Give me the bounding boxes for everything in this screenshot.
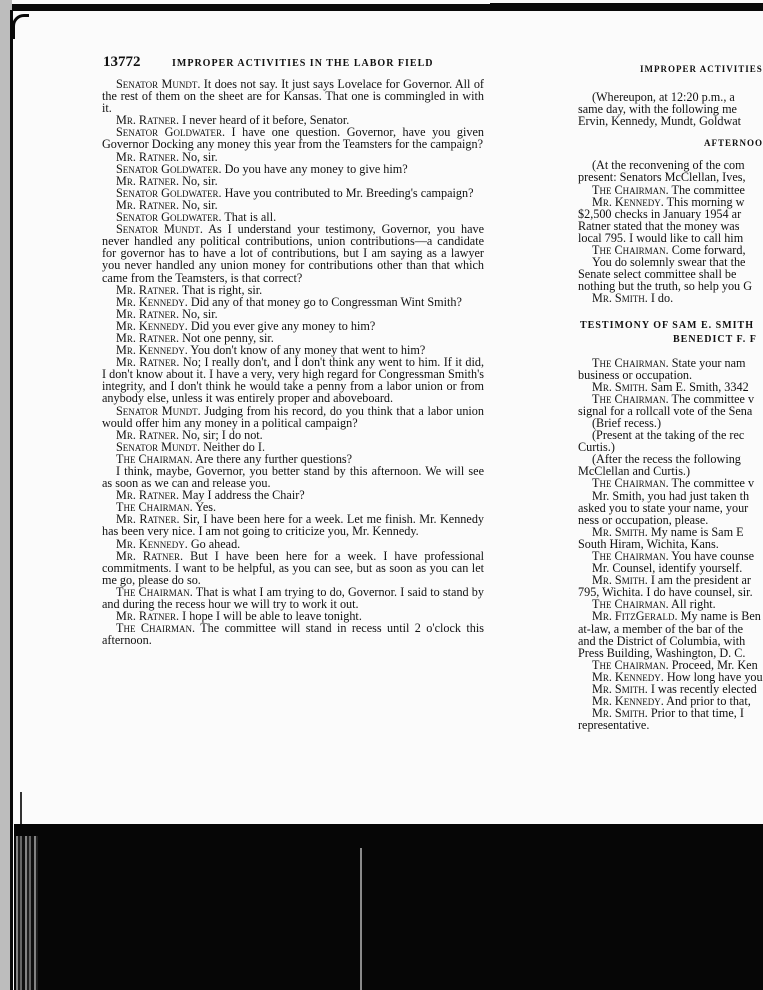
speaker-name: Mr. Smith. (592, 682, 648, 697)
speech-text: No; I really don't, and I don't think any went to him. If it did, I don't know about it. I have a very, very high regard for Congressman Smith's integrity, and I don't think he would take a penny from a labor union or from anybody else, unless it was entirely proper and aboveboard. (102, 355, 485, 406)
scan-bottom-streak (16, 836, 38, 990)
speech-text: Come forward, (668, 243, 746, 258)
speech-text: I think, maybe, Governor, you better stand by this afternoon. We will see as soon as we can and release you. (102, 464, 484, 491)
speaker-name: The Chairman. (116, 500, 193, 515)
speaker-name: The Chairman. (592, 391, 669, 406)
speech-text: That is all. (221, 210, 277, 225)
right-running-head: IMPROPER ACTIVITIES (640, 64, 763, 74)
speech-text: Did you ever give any money to him? (187, 318, 376, 333)
speaker-name: Mr. Ratner. (116, 609, 180, 624)
speech-text: Judging from his record, do you think that a labor union would offer him any money in a political campaign? (102, 403, 484, 430)
transcript-paragraph (102, 78, 484, 114)
transcript-paragraph (102, 550, 484, 586)
speech-text: Have you contributed to Mr. Breeding's campaign? (221, 185, 474, 200)
speech-text: That is what I am trying to do, Governor. I said to stand by and during the recess hour we will try to work it out. (102, 584, 484, 612)
speech-text: (Brief recess.) (592, 415, 662, 430)
speech-text: representative. (578, 718, 650, 733)
testimony-heading-line1: TESTIMONY OF SAM E. SMITH (580, 319, 754, 331)
right-column (578, 91, 763, 731)
speech-text: McClellan and Curtis.) (578, 464, 691, 479)
speaker-name: Mr. Smith. (592, 706, 648, 721)
speech-text: Are there any further questions? (192, 451, 353, 466)
scan-top-margin (0, 0, 490, 4)
speaker-name: Mr. Ratner. (116, 512, 180, 527)
speaker-name: Mr. Ratner. (116, 306, 180, 321)
speech-text: Not one penny, sir. (179, 330, 274, 345)
speech-text: nothing but the truth, so help you G (578, 279, 752, 294)
speech-text: I hope I will be able to leave tonight. (179, 609, 362, 624)
transcript-paragraph (102, 126, 484, 150)
speech-text: Ratner stated that the money was (578, 218, 740, 233)
speech-text: No, sir. (179, 197, 218, 212)
left-running-head: IMPROPER ACTIVITIES IN THE LABOR FIELD (172, 58, 434, 69)
left-column (102, 78, 484, 646)
speech-text: Press Building, Washington, D. C. (578, 645, 746, 660)
speech-text: No, sir. (179, 173, 218, 188)
speaker-name: Senator Mundt. (116, 77, 201, 91)
page-number: 13772 (103, 54, 141, 70)
speech-text: 795, Wichita. I do have counsel, sir. (578, 585, 753, 600)
speaker-name: The Chairman. (592, 476, 669, 491)
speech-text: Mr. Smith, you had just taken th (592, 488, 750, 503)
speech-text: Do you have any money to give him? (221, 161, 408, 176)
speaker-name: Mr. Kennedy. (116, 294, 188, 309)
speech-text: All right. (668, 597, 716, 612)
speech-text: and the District of Columbia, with (578, 633, 746, 648)
speech-text: Sir, I have been here for a week. Let me finish. Mr. Kennedy has been very nice. I am not going to criticize you, Mr. Kennedy. (102, 512, 485, 539)
speech-text: It does not say. It just says Lovelace for Governor. All of the rest of them on the sheet are for Kansas. That one is commingled in with it. (102, 77, 484, 116)
speech-text: I never heard of it before, Senator. (179, 113, 350, 128)
speaker-name: Senator Goldwater. (116, 185, 222, 200)
speaker-name: Mr. Smith. (592, 291, 648, 306)
speech-text: This morning w (663, 194, 745, 209)
speech-text: The committee will stand in recess until 2 o'clock this afternoon. (102, 621, 484, 648)
transcript-paragraph (102, 513, 484, 537)
speaker-name: The Chairman. (592, 182, 669, 197)
speech-text: You do solemnly swear that the (592, 255, 746, 270)
speech-text: Senate select committee shall be (578, 267, 737, 282)
scan-bottom-line (360, 848, 362, 990)
speaker-name: The Chairman. (592, 243, 669, 258)
speaker-name: Mr. Ratner. (116, 355, 180, 370)
speech-text: present: Senators McClellan, Ives, (578, 170, 746, 185)
page-edge-line (10, 10, 13, 990)
scan-artifact-mark (20, 792, 22, 826)
speech-text: The committee v (668, 391, 755, 406)
speaker-name: Mr. Ratner. (116, 149, 180, 164)
speech-text: Go ahead. (187, 536, 241, 551)
speaker-name: Mr. Ratner. (116, 197, 180, 212)
speaker-name: Mr. Smith. (592, 573, 648, 588)
speech-text: May I address the Chair? (179, 488, 305, 503)
speech-text: The committee v (668, 476, 755, 491)
speech-text: I have one question. Governor, have you given Governor Docking any money this year from the Teamsters for the campaign? (102, 125, 484, 152)
scan-top-border (0, 3, 763, 11)
speech-text: signal for a rollcall vote of the Sena (578, 403, 753, 418)
transcript-paragraph (102, 405, 484, 429)
testimony-heading-line2: BENEDICT F. F (673, 333, 757, 345)
page-corner-curl (12, 14, 29, 39)
speech-text: at-law, a member of the bar of the (578, 621, 744, 636)
speaker-name: Mr. Ratner. (116, 282, 180, 297)
speech-text: That is right, sir. (179, 282, 263, 297)
speech-text: The committee (668, 182, 745, 197)
speech-text: And prior to that, (663, 694, 751, 709)
speech-text: (After the recess the following (592, 452, 741, 467)
transcript-paragraph (102, 586, 484, 610)
speech-text: Prior to that time, I (647, 706, 744, 721)
speaker-name: Mr. Ratner. (116, 488, 180, 503)
speech-text: ness or occupation, please. (578, 512, 709, 527)
speaker-name: Senator Goldwater. (116, 210, 222, 225)
speaker-name: The Chairman. (592, 657, 669, 672)
transcript-paragraph (102, 622, 484, 646)
speech-text: I do. (647, 291, 674, 306)
speaker-name: Mr. Kennedy. (592, 669, 664, 684)
speaker-name: Mr. FitzGerald. (592, 609, 678, 624)
speech-text: State your nam (668, 355, 746, 370)
speech-text: Neither do I. (200, 439, 266, 454)
speaker-name: The Chairman. (116, 451, 193, 466)
speaker-name: Mr. Kennedy. (116, 318, 188, 333)
speech-text: How long have you (663, 669, 763, 684)
speech-text: No, sir. (179, 149, 218, 164)
transcript-line (578, 115, 763, 127)
speech-text: same day, with the following me (578, 102, 737, 117)
speaker-name: Mr. Smith. (592, 524, 648, 539)
speaker-name: The Chairman. (116, 621, 196, 636)
speaker-name: The Chairman. (592, 549, 669, 563)
afternoon-session-heading: AFTERNOO (703, 138, 763, 149)
speaker-name: Mr. Ratner. (116, 427, 180, 442)
speaker-name: Mr. Kennedy. (592, 694, 664, 709)
speaker-name: Mr. Ratner. (116, 173, 180, 188)
scan-bottom-border (14, 824, 763, 990)
speech-text: local 795. I would like to call him (578, 230, 744, 245)
speech-text: My name is Sam E (647, 524, 744, 539)
speaker-name: Mr. Kennedy. (116, 343, 188, 358)
speech-text: You have counse (668, 549, 754, 563)
speaker-name: Mr. Smith. (592, 379, 648, 394)
speech-text: Ervin, Kennedy, Mundt, Goldwat (578, 114, 742, 129)
speaker-name: Senator Goldwater. (116, 161, 222, 176)
speech-text: business or occupation. (578, 367, 693, 382)
speech-text: Proceed, Mr. Ken (668, 657, 758, 672)
speech-text: No, sir. (179, 306, 218, 321)
speech-text: (Whereupon, at 12:20 p.m., a (592, 90, 735, 104)
speech-text: No, sir; I do not. (179, 427, 263, 442)
speech-text: South Hiram, Wichita, Kans. (578, 536, 719, 551)
speaker-name: Mr. Kennedy. (116, 536, 188, 551)
speech-text: Did any of that money go to Congressman Wint Smith? (187, 294, 462, 309)
speaker-name: Senator Mundt. (116, 222, 203, 237)
speech-text: (At the reconvening of the com (592, 158, 745, 173)
transcript-line (578, 292, 763, 304)
speech-text: I was recently elected (647, 682, 757, 697)
speech-text: My name is Ben (677, 609, 761, 624)
speech-text: Mr. Counsel, identify yourself. (592, 561, 743, 576)
speaker-name: The Chairman. (592, 597, 669, 612)
speech-text: As I understand your testimony, Governor, you have never handled any political contributions, union contributions—a candidate for governor has to have a lot of contributions, but I am saying as a lawyer you never handled any union money for contributions other than that which came from the Teamsters, is that correct? (102, 222, 485, 285)
speaker-name: Mr. Kennedy. (592, 194, 664, 209)
transcript-paragraph (102, 465, 484, 489)
speech-text: (Present at the taking of the rec (592, 428, 745, 443)
transcript-paragraph (102, 356, 484, 404)
speaker-name: Senator Mundt. (116, 439, 201, 454)
speech-text: But I have been here for a week. I have professional commitments. I want to be helpful, as you can see, but as soon as you can let me go, please do so. (102, 548, 485, 587)
speaker-name: Senator Mundt. (116, 403, 201, 418)
speaker-name: The Chairman. (116, 584, 193, 599)
speaker-name: The Chairman. (592, 355, 669, 370)
speech-text: You don't know of any money that went to him? (187, 343, 426, 358)
speaker-name: Mr. Ratner. (116, 113, 180, 128)
speech-text: Curtis.) (578, 440, 615, 455)
speech-text: $2,500 checks in January 1954 ar (578, 206, 742, 221)
speech-text: Sam E. Smith, 3342 (647, 379, 749, 394)
speaker-name: Mr. Ratner. (116, 548, 184, 563)
speech-text: Yes. (192, 500, 217, 515)
transcript-paragraph (102, 223, 484, 283)
speech-text: I am the president ar (647, 573, 751, 588)
transcript-line (578, 719, 763, 731)
speech-text: asked you to state your name, your (578, 500, 749, 515)
speaker-name: Mr. Ratner. (116, 330, 180, 345)
speaker-name: Senator Goldwater. (116, 125, 225, 140)
